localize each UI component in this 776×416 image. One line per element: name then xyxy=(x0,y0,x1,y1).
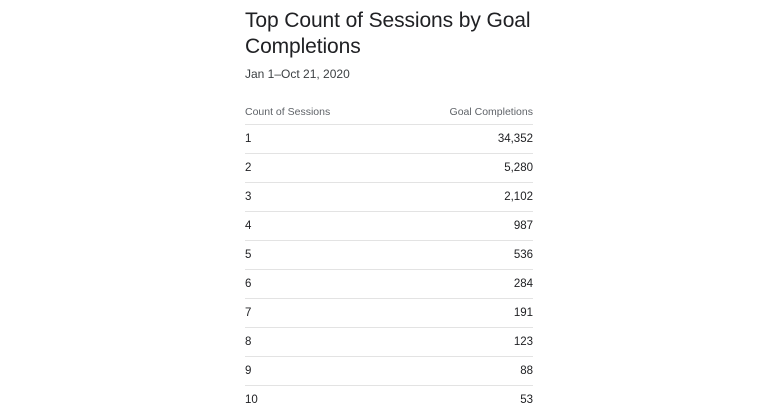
table-row xyxy=(245,357,533,386)
table-row xyxy=(245,125,533,154)
count-of-sessions-cell: 3 xyxy=(245,191,252,203)
table-header xyxy=(245,100,533,125)
goal-completions-cell: 2,102 xyxy=(504,191,533,203)
table-row xyxy=(245,299,533,328)
column-header-goal-completions[interactable]: Goal Completions xyxy=(449,106,533,118)
count-of-sessions-cell: 4 xyxy=(245,220,252,232)
table-row xyxy=(245,154,533,183)
count-of-sessions-cell: 7 xyxy=(245,307,252,319)
goal-completions-cell: 987 xyxy=(513,220,533,232)
count-of-sessions-cell: 5 xyxy=(245,249,252,261)
goal-completions-cell: 34,352 xyxy=(497,133,533,145)
table-row xyxy=(245,386,533,414)
count-of-sessions-cell: 1 xyxy=(245,133,252,145)
goal-completions-cell: 284 xyxy=(513,278,533,290)
count-of-sessions-cell: 9 xyxy=(245,365,252,377)
table-row xyxy=(245,241,533,270)
chart-title: Top Count of Sessions by Goal Completions xyxy=(245,9,531,58)
data-table xyxy=(245,100,533,414)
count-of-sessions-cell: 2 xyxy=(245,162,252,174)
goal-completions-cell: 536 xyxy=(513,249,533,261)
table-row xyxy=(245,328,533,357)
table-row xyxy=(245,183,533,212)
table-body xyxy=(245,125,533,414)
goal-completions-cell: 123 xyxy=(513,336,533,348)
goal-completions-cell: 5,280 xyxy=(504,162,533,174)
goal-completions-cell: 88 xyxy=(520,365,533,377)
date-range: Jan 1–Oct 21, 2020 xyxy=(245,67,350,81)
column-header-count-of-sessions[interactable]: Count of Sessions xyxy=(245,106,331,118)
count-of-sessions-cell: 8 xyxy=(245,336,252,348)
count-of-sessions-cell: 10 xyxy=(245,394,258,406)
count-of-sessions-cell: 6 xyxy=(245,278,252,290)
table-row xyxy=(245,212,533,241)
goal-completions-cell: 191 xyxy=(513,307,533,319)
table-row xyxy=(245,270,533,299)
goal-completions-cell: 53 xyxy=(520,394,533,406)
report-card xyxy=(245,8,533,414)
